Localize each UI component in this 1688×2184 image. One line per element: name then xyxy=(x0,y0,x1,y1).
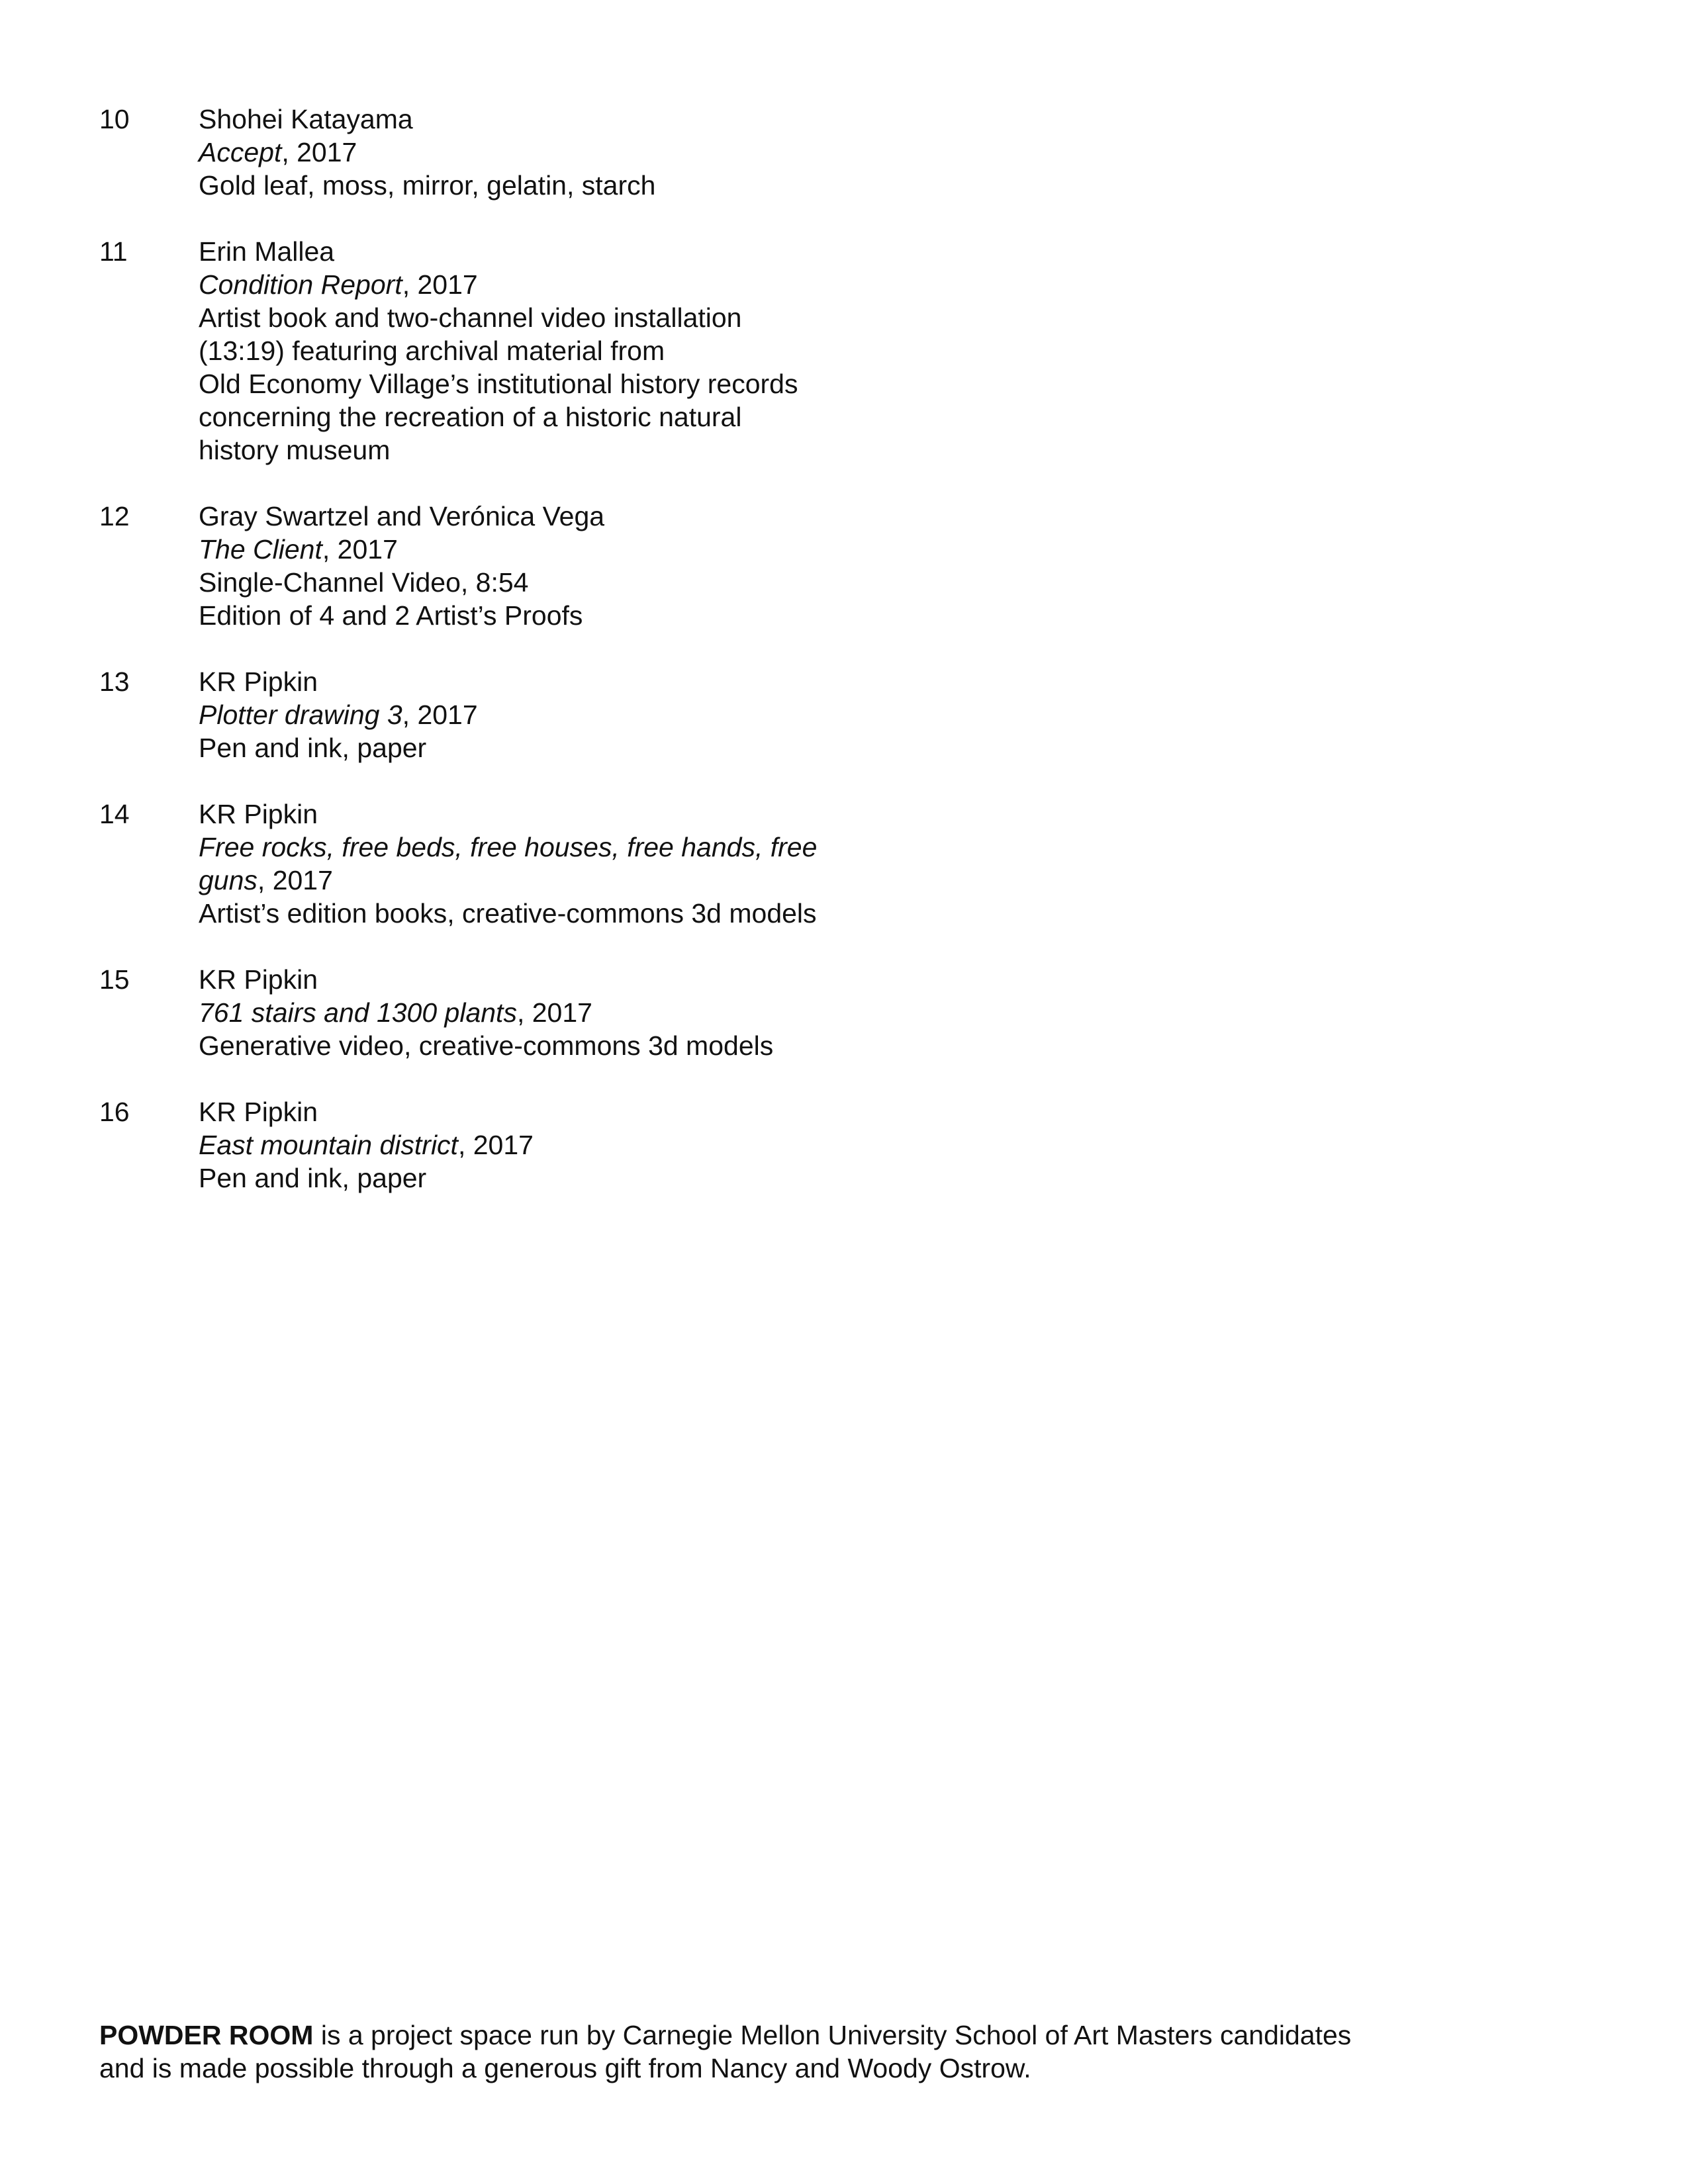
artwork-title: Free rocks, free beds, free houses, free hands, free xyxy=(199,832,818,862)
entry-number: 14 xyxy=(99,799,130,829)
footer-line-1 xyxy=(99,2019,1589,2052)
entry-body xyxy=(199,235,1026,467)
artwork-title: East mountain district xyxy=(199,1130,458,1160)
entry-number: 13 xyxy=(99,666,130,697)
artist-name: Shohei Katayama xyxy=(199,104,413,134)
artwork-entry xyxy=(99,963,1026,1062)
artwork-list xyxy=(99,103,1026,1228)
entry-body xyxy=(199,103,1026,202)
artwork-title: The Client xyxy=(199,534,322,565)
artwork-detail: (13:19) featuring archival material from xyxy=(199,336,665,366)
artist-name: KR Pipkin xyxy=(199,964,318,995)
artwork-entry xyxy=(99,797,1026,930)
artwork-entry xyxy=(99,665,1026,764)
artwork-detail: Single-Channel Video, 8:54 xyxy=(199,567,529,598)
artwork-year: , 2017 xyxy=(322,534,398,565)
artwork-detail: Gold leaf, moss, mirror, gelatin, starch xyxy=(199,170,656,201)
title-line xyxy=(199,864,1026,897)
entry-number: 15 xyxy=(99,964,130,995)
artwork-detail: Artist book and two-channel video installation xyxy=(199,302,742,333)
artist-name: KR Pipkin xyxy=(199,799,318,829)
artwork-year: , 2017 xyxy=(281,137,357,167)
artwork-detail: Pen and ink, paper xyxy=(199,1163,427,1193)
entry-body xyxy=(199,1095,1026,1195)
footer-note xyxy=(99,2019,1589,2085)
entry-body xyxy=(199,500,1026,632)
title-line xyxy=(199,831,1026,864)
artwork-title: guns xyxy=(199,865,258,895)
artwork-title: Condition Report xyxy=(199,269,402,300)
artist-name: Gray Swartzel and Verónica Vega xyxy=(199,501,605,531)
artwork-year: , 2017 xyxy=(402,269,478,300)
title-line xyxy=(199,136,1026,169)
artwork-title: Accept xyxy=(199,137,282,167)
footer-line-2: and is made possible through a generous gift from Nancy and Woody Ostrow. xyxy=(99,2053,1031,2083)
artwork-detail: Pen and ink, paper xyxy=(199,733,427,763)
entry-body xyxy=(199,665,1026,764)
footer-text-1: is a project space run by Carnegie Mellon University School of Art Masters candidates xyxy=(313,2020,1352,2050)
artwork-entry xyxy=(99,500,1026,632)
entry-number: 11 xyxy=(99,236,128,267)
entry-number: 10 xyxy=(99,104,130,134)
artist-name: Erin Mallea xyxy=(199,236,335,267)
entry-body xyxy=(199,797,1026,930)
title-line xyxy=(199,268,1026,301)
entry-number: 12 xyxy=(99,501,130,531)
artwork-year: , 2017 xyxy=(516,997,592,1028)
entry-body xyxy=(199,963,1026,1062)
artwork-detail: concerning the recreation of a historic natural xyxy=(199,402,742,432)
artist-name: KR Pipkin xyxy=(199,666,318,697)
artwork-detail: Generative video, creative-commons 3d models xyxy=(199,1030,774,1061)
artwork-detail: Edition of 4 and 2 Artist’s Proofs xyxy=(199,600,583,631)
artwork-year: , 2017 xyxy=(402,700,478,730)
artwork-entry xyxy=(99,235,1026,467)
entry-number: 16 xyxy=(99,1097,130,1127)
title-line xyxy=(199,996,1026,1029)
artwork-title: 761 stairs and 1300 plants xyxy=(199,997,517,1028)
artwork-detail: Old Economy Village’s institutional history records xyxy=(199,369,798,399)
artwork-detail: Artist’s edition books, creative-commons 3d models xyxy=(199,898,817,929)
brand-name: POWDER ROOM xyxy=(99,2020,314,2050)
title-line xyxy=(199,1128,1026,1161)
artwork-title: Plotter drawing 3 xyxy=(199,700,402,730)
title-line xyxy=(199,533,1026,566)
artwork-year: , 2017 xyxy=(257,865,333,895)
artwork-entry xyxy=(99,1095,1026,1195)
title-line xyxy=(199,698,1026,731)
artist-name: KR Pipkin xyxy=(199,1097,318,1127)
artwork-year: , 2017 xyxy=(457,1130,534,1160)
artwork-detail: history museum xyxy=(199,435,391,465)
artwork-entry xyxy=(99,103,1026,202)
